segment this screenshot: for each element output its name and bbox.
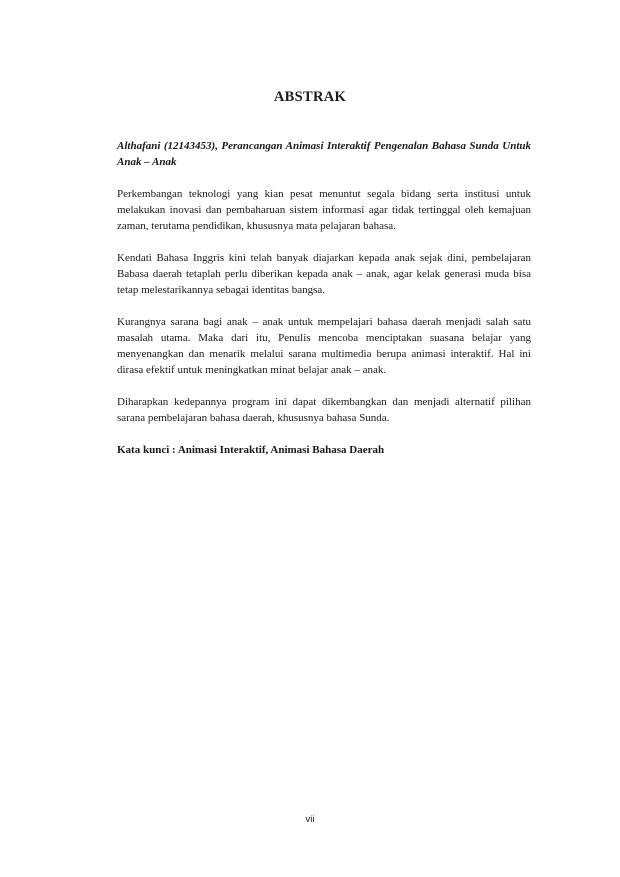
paragraph-2: Kendati Bahasa Inggris kini telah banyak diajarkan kepada anak sejak dini, pembelajaran Babasa daerah tetaplah perlu diberikan kepada anak – anak, agar kelak generasi muda bisa tetap melestarikannya sebagai identitas bangsa. bbox=[117, 252, 531, 296]
abstract-body bbox=[117, 138, 531, 474]
page-title: ABSTRAK bbox=[273, 89, 347, 105]
keywords-line: Kata kunci : Animasi Interaktif, Animasi Bahasa Daerah bbox=[117, 444, 385, 456]
page-number: vii bbox=[305, 814, 315, 825]
paragraph-1: Perkembangan teknologi yang kian pesat menuntut segala bidang serta institusi untuk melakukan inovasi dan pembaharuan sistem informasi agar tidak tertinggal oleh kemajuan zaman, terutama pendidikan, khususnya mata pelajaran bahasa. bbox=[117, 188, 531, 232]
paragraph-4: Diharapkan kedepannya program ini dapat dikembangkan dan menjadi alternatif pilihan sarana pembelajaran bahasa daerah, khususnya bahasa Sunda. bbox=[117, 396, 531, 424]
citation-line: Althafani (12143453), Perancangan Animasi Interaktif Pengenalan Bahasa Sunda Untuk Anak – Anak bbox=[117, 140, 531, 168]
paragraph-3: Kurangnya sarana bagi anak – anak untuk mempelajari bahasa daerah menjadi salah satu masalah utama. Maka dari itu, Penulis mencoba menciptakan suasana belajar yang menyenangkan dan menarik melalui sarana multimedia berupa animasi interaktif. Hal ini dirasa efektif untuk meningkatkan minat belajar anak – anak. bbox=[117, 316, 531, 376]
